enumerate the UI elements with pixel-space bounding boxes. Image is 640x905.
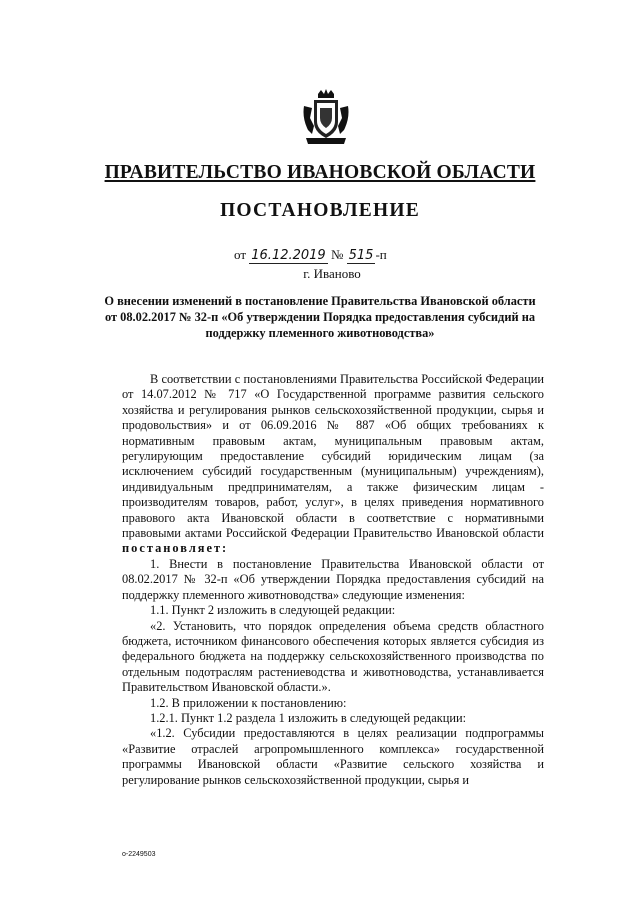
paragraph-1-1: 1.1. Пункт 2 изложить в следующей редакции:	[150, 603, 396, 618]
paragraph-1-2: 1.2. В приложении к постановлению:	[150, 695, 347, 710]
number-sign: №	[330, 247, 344, 262]
paragraph-1: 1. Внести в постановление Правительства Ивановской области от 08.02.2017 № 32-п «Об утверждении Порядка предоставления субсидий на поддержку племенного животноводства» следующие изменения:	[122, 556, 544, 602]
coat-of-arms-emblem	[300, 88, 352, 146]
government-title	[0, 162, 640, 184]
paragraph-1-2-1: 1.2.1. Пункт 1.2 раздела 1 изложить в следующей редакции:	[150, 710, 467, 725]
number-suffix: -п	[375, 247, 387, 262]
city-name: г. Иваново	[303, 266, 361, 281]
document-type-title: ПОСТАНОВЛЕНИЕ	[220, 200, 420, 221]
handwritten-number: 515	[348, 248, 374, 263]
quoted-paragraph-2: «2. Установить, что порядок определения объема средств областного бюджета, источником финансового обеспечения которых является субсидия из федерального бюджета на поддержку сельскохозяйственного производства по отдельным подотраслям растениеводства и животноводства, устанавливается Правительством Ивановской области.».	[122, 618, 544, 695]
document-body	[122, 372, 544, 788]
resolves-word: постановляет:	[122, 541, 229, 556]
preamble-text: В соответствии с постановлениями Правительства Российской Федерации от 14.07.2012 № 717 «О Государственной программе развития сельского хозяйства и регулирования рынков сельскохозяйственной продукции, сырья и продовольствия» и от 06.09.2016 № 887 «Об общих требованиях к нормативным правовым актам, муниципальным правовым актам, регулирующим предоставление субсидий юридическим лицам (за исключением субсидий государственным (муниципальным) учреждениям), индивидуальным предпринимателям, а также физическим лицам - производителям товаров, работ, услуг», в целях приведения нормативного правового акта Ивановской области в соответствие с нормативными правовыми актами Российской Федерации Правительство Ивановской области	[122, 372, 544, 541]
date-number-line	[234, 247, 474, 264]
date-prefix: от	[234, 247, 247, 262]
government-title-text: ПРАВИТЕЛЬСТВО ИВАНОВСКОЙ ОБЛАСТИ	[104, 162, 536, 183]
preamble-paragraph	[122, 372, 544, 557]
quoted-paragraph-1-2: «1.2. Субсидии предоставляются в целях реализации подпрограммы «Развитие отраслей агропромышленного комплекса» государственной программы Ивановской области «Развитие сельского хозяйства и регулирование рынков сельскохозяйственной продукции, сырья и	[122, 726, 544, 787]
document-subject: О внесении изменений в постановление Правительства Ивановской области от 08.02.2017 № 32-п «Об утверждении Порядка предоставления субсидий на поддержку племенного животноводства»	[104, 294, 536, 340]
handwritten-date: 16.12.2019	[251, 248, 326, 263]
document-code: о-2249503	[122, 851, 156, 858]
